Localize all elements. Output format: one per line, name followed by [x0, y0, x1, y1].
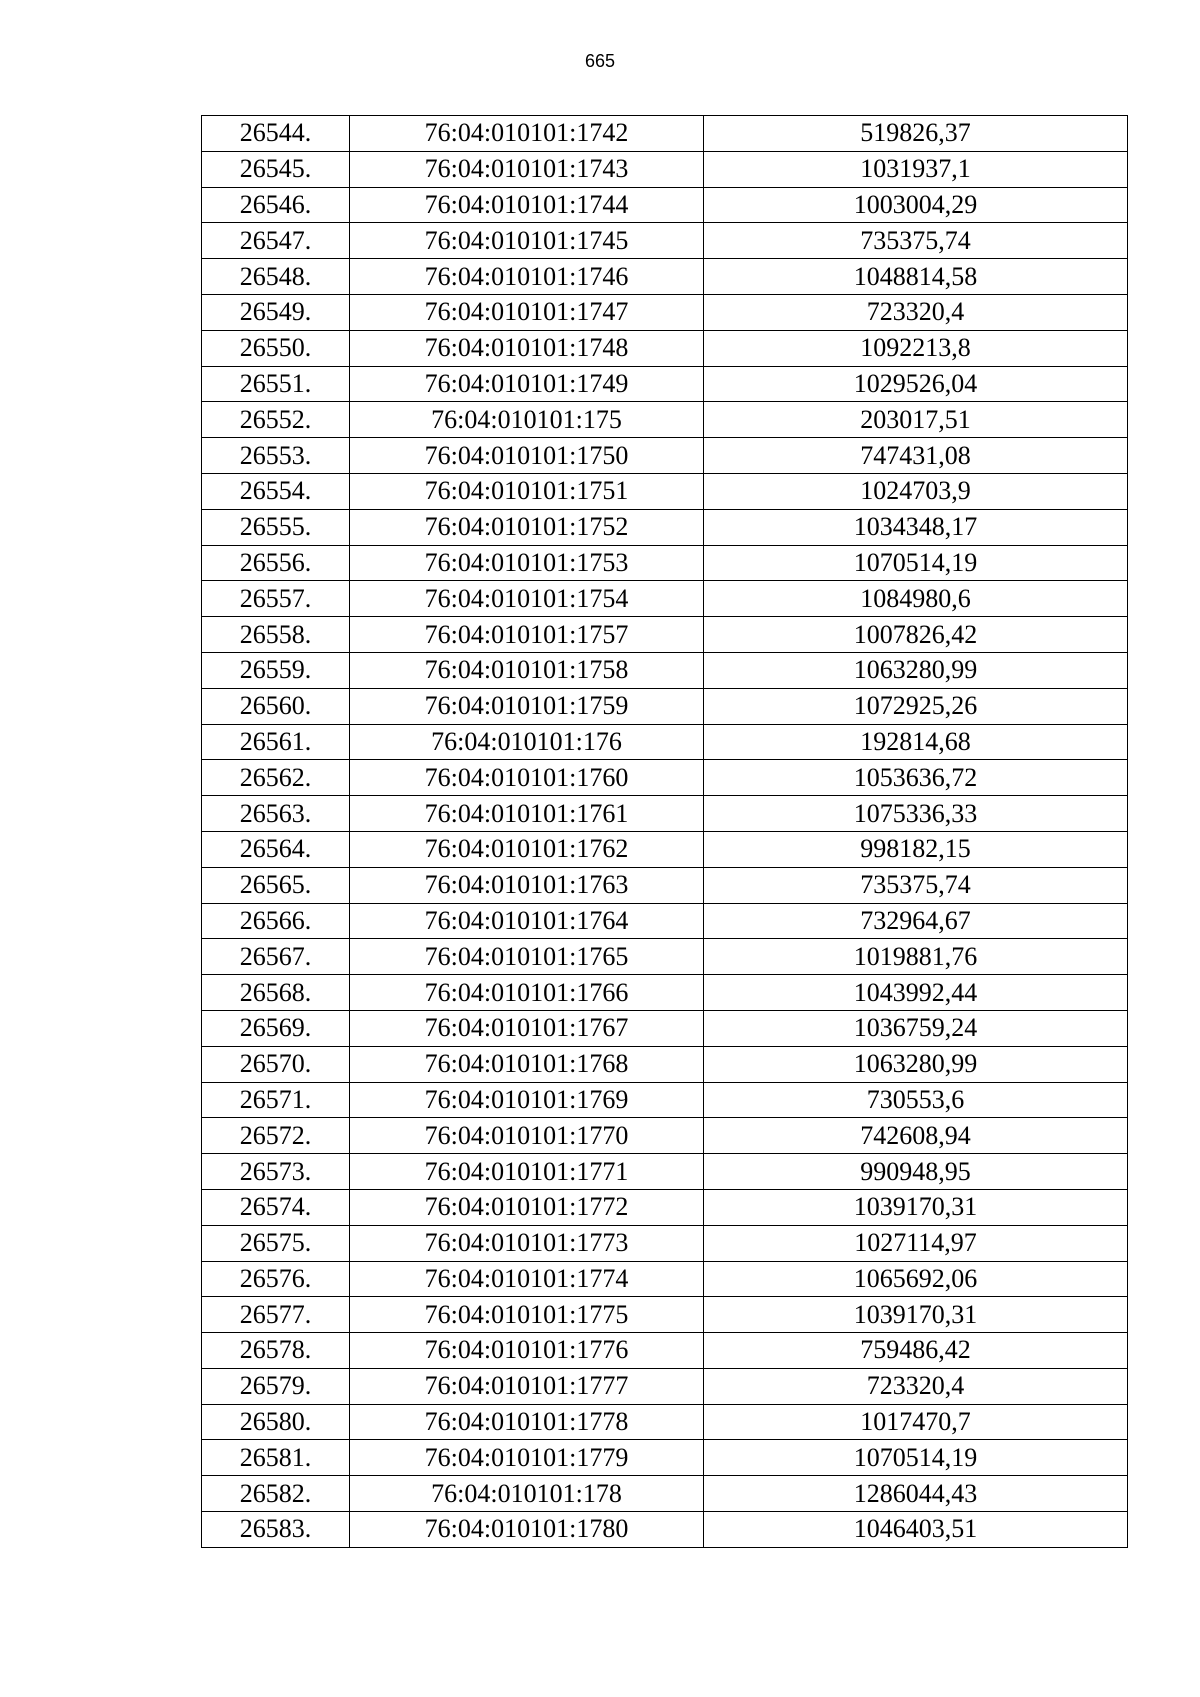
- cadastral-number-cell: 76:04:010101:1754: [350, 581, 704, 617]
- value-cell: 732964,67: [704, 903, 1128, 939]
- cadastral-number-cell: 76:04:010101:1763: [350, 867, 704, 903]
- row-number-cell: 26554.: [202, 473, 350, 509]
- table-row: [202, 1404, 1128, 1440]
- value-cell: 1039170,31: [704, 1189, 1128, 1225]
- table-row: [202, 1046, 1128, 1082]
- table-row: [202, 473, 1128, 509]
- table-row: [202, 294, 1128, 330]
- cadastral-number-cell: 76:04:010101:1775: [350, 1297, 704, 1333]
- table-row: [202, 366, 1128, 402]
- table-body: [202, 116, 1128, 1548]
- row-number-cell: 26556.: [202, 545, 350, 581]
- value-cell: 735375,74: [704, 867, 1128, 903]
- row-number-cell: 26563.: [202, 796, 350, 832]
- value-cell: 1063280,99: [704, 1046, 1128, 1082]
- table-row: [202, 867, 1128, 903]
- row-number-cell: 26567.: [202, 939, 350, 975]
- value-cell: 1065692,06: [704, 1261, 1128, 1297]
- row-number-cell: 26576.: [202, 1261, 350, 1297]
- table-row: [202, 688, 1128, 724]
- value-cell: 1017470,7: [704, 1404, 1128, 1440]
- table-row: [202, 652, 1128, 688]
- table-row: [202, 796, 1128, 832]
- table-row: [202, 116, 1128, 152]
- cadastral-number-cell: 76:04:010101:1758: [350, 652, 704, 688]
- value-cell: 759486,42: [704, 1333, 1128, 1369]
- table-row: [202, 1512, 1128, 1548]
- table-row: [202, 581, 1128, 617]
- cadastral-number-cell: 76:04:010101:1768: [350, 1046, 704, 1082]
- table-row: [202, 1010, 1128, 1046]
- table-row: [202, 1368, 1128, 1404]
- value-cell: 1092213,8: [704, 330, 1128, 366]
- value-cell: 730553,6: [704, 1082, 1128, 1118]
- cadastral-number-cell: 76:04:010101:1742: [350, 116, 704, 152]
- cadastral-number-cell: 76:04:010101:178: [350, 1476, 704, 1512]
- cadastral-number-cell: 76:04:010101:1767: [350, 1010, 704, 1046]
- cadastral-number-cell: 76:04:010101:1760: [350, 760, 704, 796]
- value-cell: 742608,94: [704, 1118, 1128, 1154]
- row-number-cell: 26580.: [202, 1404, 350, 1440]
- row-number-cell: 26566.: [202, 903, 350, 939]
- row-number-cell: 26547.: [202, 223, 350, 259]
- cadastral-number-cell: 76:04:010101:1777: [350, 1368, 704, 1404]
- value-cell: 1027114,97: [704, 1225, 1128, 1261]
- value-cell: 723320,4: [704, 294, 1128, 330]
- cadastral-number-cell: 76:04:010101:175: [350, 402, 704, 438]
- cadastral-number-cell: 76:04:010101:1749: [350, 366, 704, 402]
- table-row: [202, 975, 1128, 1011]
- value-cell: 1036759,24: [704, 1010, 1128, 1046]
- table-row: [202, 724, 1128, 760]
- row-number-cell: 26577.: [202, 1297, 350, 1333]
- row-number-cell: 26551.: [202, 366, 350, 402]
- cadastral-number-cell: 76:04:010101:1779: [350, 1440, 704, 1476]
- table-row: [202, 438, 1128, 474]
- row-number-cell: 26549.: [202, 294, 350, 330]
- cadastral-number-cell: 76:04:010101:1746: [350, 259, 704, 295]
- row-number-cell: 26561.: [202, 724, 350, 760]
- table-row: [202, 187, 1128, 223]
- table-row: [202, 617, 1128, 653]
- row-number-cell: 26558.: [202, 617, 350, 653]
- value-cell: 1072925,26: [704, 688, 1128, 724]
- row-number-cell: 26555.: [202, 509, 350, 545]
- value-cell: 1048814,58: [704, 259, 1128, 295]
- cadastral-number-cell: 76:04:010101:1757: [350, 617, 704, 653]
- table-row: [202, 1189, 1128, 1225]
- cadastral-number-cell: 76:04:010101:1766: [350, 975, 704, 1011]
- value-cell: 747431,08: [704, 438, 1128, 474]
- value-cell: 1043992,44: [704, 975, 1128, 1011]
- table-row: [202, 259, 1128, 295]
- value-cell: 1024703,9: [704, 473, 1128, 509]
- row-number-cell: 26574.: [202, 1189, 350, 1225]
- row-number-cell: 26583.: [202, 1512, 350, 1548]
- value-cell: 203017,51: [704, 402, 1128, 438]
- table-row: [202, 509, 1128, 545]
- table-row: [202, 223, 1128, 259]
- cadastral-number-cell: 76:04:010101:1747: [350, 294, 704, 330]
- value-cell: 735375,74: [704, 223, 1128, 259]
- cadastral-number-cell: 76:04:010101:1771: [350, 1154, 704, 1190]
- value-cell: 723320,4: [704, 1368, 1128, 1404]
- value-cell: 192814,68: [704, 724, 1128, 760]
- row-number-cell: 26571.: [202, 1082, 350, 1118]
- row-number-cell: 26564.: [202, 831, 350, 867]
- cadastral-number-cell: 76:04:010101:1750: [350, 438, 704, 474]
- row-number-cell: 26568.: [202, 975, 350, 1011]
- cadastral-number-cell: 76:04:010101:1753: [350, 545, 704, 581]
- cadastral-number-cell: 76:04:010101:1772: [350, 1189, 704, 1225]
- value-cell: 1039170,31: [704, 1297, 1128, 1333]
- table-row: [202, 903, 1128, 939]
- row-number-cell: 26559.: [202, 652, 350, 688]
- value-cell: 1029526,04: [704, 366, 1128, 402]
- cadastral-number-cell: 76:04:010101:1762: [350, 831, 704, 867]
- row-number-cell: 26560.: [202, 688, 350, 724]
- value-cell: 1084980,6: [704, 581, 1128, 617]
- table-row: [202, 330, 1128, 366]
- value-cell: 1063280,99: [704, 652, 1128, 688]
- cadastral-number-cell: 76:04:010101:1769: [350, 1082, 704, 1118]
- value-cell: 1003004,29: [704, 187, 1128, 223]
- cadastral-number-cell: 76:04:010101:1744: [350, 187, 704, 223]
- table-row: [202, 831, 1128, 867]
- value-cell: 519826,37: [704, 116, 1128, 152]
- table-row: [202, 1261, 1128, 1297]
- data-table-container: [201, 115, 1127, 1548]
- cadastral-number-cell: 76:04:010101:1770: [350, 1118, 704, 1154]
- row-number-cell: 26565.: [202, 867, 350, 903]
- table-row: [202, 1225, 1128, 1261]
- cadastral-number-cell: 76:04:010101:1759: [350, 688, 704, 724]
- value-cell: 1031937,1: [704, 151, 1128, 187]
- row-number-cell: 26553.: [202, 438, 350, 474]
- cadastral-number-cell: 76:04:010101:1780: [350, 1512, 704, 1548]
- value-cell: 1286044,43: [704, 1476, 1128, 1512]
- cadastral-number-cell: 76:04:010101:176: [350, 724, 704, 760]
- table-row: [202, 1333, 1128, 1369]
- value-cell: 1007826,42: [704, 617, 1128, 653]
- row-number-cell: 26562.: [202, 760, 350, 796]
- value-cell: 1053636,72: [704, 760, 1128, 796]
- row-number-cell: 26579.: [202, 1368, 350, 1404]
- cadastral-number-cell: 76:04:010101:1776: [350, 1333, 704, 1369]
- cadastral-number-cell: 76:04:010101:1745: [350, 223, 704, 259]
- row-number-cell: 26552.: [202, 402, 350, 438]
- value-cell: 1070514,19: [704, 1440, 1128, 1476]
- cadastral-number-cell: 76:04:010101:1773: [350, 1225, 704, 1261]
- table-row: [202, 545, 1128, 581]
- row-number-cell: 26570.: [202, 1046, 350, 1082]
- row-number-cell: 26572.: [202, 1118, 350, 1154]
- row-number-cell: 26578.: [202, 1333, 350, 1369]
- table-row: [202, 1118, 1128, 1154]
- row-number-cell: 26546.: [202, 187, 350, 223]
- row-number-cell: 26557.: [202, 581, 350, 617]
- cadastral-number-cell: 76:04:010101:1752: [350, 509, 704, 545]
- value-cell: 1019881,76: [704, 939, 1128, 975]
- table-row: [202, 1440, 1128, 1476]
- table-row: [202, 1476, 1128, 1512]
- value-cell: 1070514,19: [704, 545, 1128, 581]
- table-row: [202, 939, 1128, 975]
- cadastral-number-cell: 76:04:010101:1764: [350, 903, 704, 939]
- value-cell: 998182,15: [704, 831, 1128, 867]
- cadastral-number-cell: 76:04:010101:1765: [350, 939, 704, 975]
- row-number-cell: 26582.: [202, 1476, 350, 1512]
- table-row: [202, 402, 1128, 438]
- cadastral-number-cell: 76:04:010101:1774: [350, 1261, 704, 1297]
- table-row: [202, 760, 1128, 796]
- value-cell: 1075336,33: [704, 796, 1128, 832]
- row-number-cell: 26581.: [202, 1440, 350, 1476]
- row-number-cell: 26545.: [202, 151, 350, 187]
- table-row: [202, 1297, 1128, 1333]
- value-cell: 990948,95: [704, 1154, 1128, 1190]
- cadastral-number-cell: 76:04:010101:1761: [350, 796, 704, 832]
- data-table: [201, 115, 1128, 1548]
- page-number: 665: [584, 51, 616, 71]
- cadastral-number-cell: 76:04:010101:1743: [350, 151, 704, 187]
- table-row: [202, 1154, 1128, 1190]
- value-cell: 1046403,51: [704, 1512, 1128, 1548]
- row-number-cell: 26548.: [202, 259, 350, 295]
- cadastral-number-cell: 76:04:010101:1748: [350, 330, 704, 366]
- row-number-cell: 26544.: [202, 116, 350, 152]
- row-number-cell: 26550.: [202, 330, 350, 366]
- row-number-cell: 26575.: [202, 1225, 350, 1261]
- row-number-cell: 26569.: [202, 1010, 350, 1046]
- value-cell: 1034348,17: [704, 509, 1128, 545]
- row-number-cell: 26573.: [202, 1154, 350, 1190]
- table-row: [202, 151, 1128, 187]
- cadastral-number-cell: 76:04:010101:1778: [350, 1404, 704, 1440]
- cadastral-number-cell: 76:04:010101:1751: [350, 473, 704, 509]
- table-row: [202, 1082, 1128, 1118]
